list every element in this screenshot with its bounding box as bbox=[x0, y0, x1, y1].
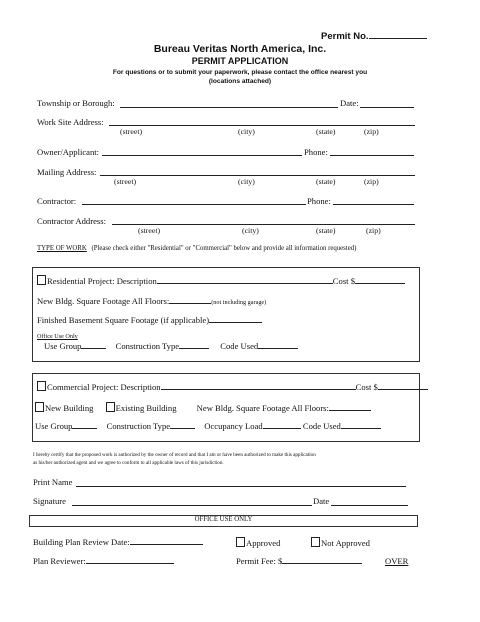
work-site-state: (state) bbox=[316, 127, 336, 136]
residential-cost-field[interactable] bbox=[355, 283, 405, 284]
signature-date-label: Date bbox=[313, 496, 330, 506]
commercial-project-row bbox=[37, 381, 428, 392]
existing-building-checkbox[interactable] bbox=[106, 402, 115, 412]
commercial-checkbox[interactable] bbox=[37, 381, 46, 391]
residential-cost-label: Cost $ bbox=[332, 276, 356, 286]
existing-building-label: Existing Building bbox=[115, 403, 177, 413]
commercial-description-field[interactable] bbox=[161, 389, 356, 390]
mailing-label: Mailing Address: bbox=[37, 167, 97, 177]
mailing-field[interactable] bbox=[100, 175, 415, 176]
office-use-banner-text: OFFICE USE ONLY bbox=[194, 516, 253, 523]
mailing-city: (city) bbox=[238, 177, 255, 186]
commercial-construction-type-label: Construction Type bbox=[106, 421, 171, 431]
date-field[interactable] bbox=[360, 107, 414, 108]
residential-code-used-field[interactable] bbox=[258, 348, 298, 349]
review-date-field[interactable] bbox=[130, 544, 203, 545]
contractor-street: (street) bbox=[138, 226, 161, 235]
commercial-sqft-label: New Bldg. Square Footage All Floors: bbox=[196, 403, 329, 413]
commercial-description-label: Commercial Project: Description bbox=[47, 382, 161, 392]
contractor-zip: (zip) bbox=[366, 226, 381, 235]
work-site-field[interactable] bbox=[109, 125, 415, 126]
work-site-label: Work Site Address: bbox=[37, 117, 104, 127]
new-building-label: New Building bbox=[45, 403, 94, 413]
commercial-cost-label: Cost $ bbox=[355, 382, 378, 392]
work-site-street: (street) bbox=[120, 127, 143, 136]
contractor-phone-field[interactable] bbox=[333, 204, 414, 205]
commercial-building-row bbox=[35, 402, 371, 413]
commercial-use-group-label: Use Group bbox=[35, 421, 73, 431]
not-approved-label: Not Approved bbox=[321, 538, 370, 548]
township-field[interactable] bbox=[120, 107, 338, 108]
contractor-state: (state) bbox=[316, 226, 336, 235]
new-building-checkbox[interactable] bbox=[35, 402, 44, 412]
residential-description-field[interactable] bbox=[157, 283, 333, 284]
contractor-address-label: Contractor Address: bbox=[37, 216, 106, 226]
owner-field[interactable] bbox=[102, 155, 302, 156]
commercial-sqft-field[interactable] bbox=[329, 410, 371, 411]
residential-use-group-field[interactable] bbox=[81, 348, 106, 349]
form-title: PERMIT APPLICATION bbox=[191, 56, 289, 66]
mailing-state: (state) bbox=[316, 177, 336, 186]
review-date-row bbox=[33, 537, 203, 547]
fee-field[interactable] bbox=[282, 563, 362, 564]
type-of-work-heading: TYPE OF WORK bbox=[37, 245, 87, 252]
contact-instructions: For questions or to submit your paperwork, please contact the office nearest you bbox=[112, 69, 368, 76]
commercial-cost-field[interactable] bbox=[378, 389, 428, 390]
reviewer-row bbox=[33, 556, 174, 566]
owner-phone-label: Phone: bbox=[304, 147, 328, 157]
locations-note: (locations attached) bbox=[208, 78, 272, 85]
mailing-street: (street) bbox=[114, 177, 137, 186]
type-of-work-note: (Please check either "Residential" or "Commercial" below and provide all information requested) bbox=[91, 245, 357, 252]
reviewer-label: Plan Reviewer: bbox=[33, 556, 86, 566]
contractor-field[interactable] bbox=[82, 204, 306, 205]
residential-project-row bbox=[37, 275, 405, 286]
residential-use-group-label: Use Group bbox=[44, 341, 82, 351]
reviewer-field[interactable] bbox=[86, 563, 174, 564]
signature-field[interactable] bbox=[72, 505, 312, 506]
residential-office-row bbox=[44, 341, 298, 351]
signature-label: Signature bbox=[33, 496, 66, 506]
basement-field[interactable] bbox=[209, 322, 262, 323]
fee-row bbox=[236, 556, 362, 566]
residential-sqft-row bbox=[37, 296, 266, 306]
owner-phone-field[interactable] bbox=[330, 155, 414, 156]
contractor-label: Contractor: bbox=[37, 196, 77, 206]
residential-description-label: Residential Project: Description bbox=[47, 276, 157, 286]
residential-construction-type-field[interactable] bbox=[179, 348, 209, 349]
approved-option bbox=[236, 537, 280, 548]
office-use-only-label: Office Use Only bbox=[37, 333, 78, 340]
certification-line-2: as his/her authorized agent and we agree to conform to all applicable laws of this jurisdiction. bbox=[33, 460, 224, 466]
certification-line-1: I hereby certify that the proposed work is authorized by the owner of record and that I am or have been authorized to make this application bbox=[33, 452, 316, 458]
residential-sqft-note: (not including garage) bbox=[211, 299, 267, 306]
residential-code-used-label: Code Used bbox=[220, 341, 259, 351]
basement-row bbox=[37, 315, 262, 325]
occupancy-load-field[interactable] bbox=[263, 428, 301, 429]
not-approved-option bbox=[311, 537, 370, 548]
not-approved-checkbox[interactable] bbox=[311, 537, 320, 547]
commercial-code-used-field[interactable] bbox=[341, 428, 381, 429]
residential-construction-type-label: Construction Type bbox=[115, 341, 180, 351]
commercial-office-row bbox=[35, 421, 381, 431]
company-name: Bureau Veritas North America, Inc. bbox=[153, 43, 327, 55]
review-date-label: Building Plan Review Date: bbox=[33, 537, 130, 547]
owner-label: Owner/Applicant: bbox=[37, 147, 100, 157]
basement-label: Finished Basement Square Footage (if applicable) bbox=[37, 315, 210, 325]
contractor-city: (city) bbox=[242, 226, 259, 235]
approved-checkbox[interactable] bbox=[236, 537, 245, 547]
print-name-field[interactable] bbox=[76, 486, 406, 487]
township-label: Township or Borough: bbox=[37, 98, 115, 108]
occupancy-load-label: Occupancy Load bbox=[204, 421, 263, 431]
contractor-phone-label: Phone: bbox=[307, 196, 331, 206]
residential-sqft-field[interactable] bbox=[169, 303, 211, 304]
commercial-construction-type-field[interactable] bbox=[170, 428, 195, 429]
print-name-label: Print Name bbox=[33, 477, 73, 487]
over-link[interactable]: OVER bbox=[385, 556, 409, 566]
fee-label: Permit Fee: $ bbox=[236, 556, 283, 566]
permit-number-label: Permit No. bbox=[321, 31, 427, 42]
residential-checkbox[interactable] bbox=[37, 275, 46, 285]
work-site-city: (city) bbox=[238, 127, 255, 136]
commercial-code-used-label: Code Used bbox=[302, 421, 341, 431]
date-label: Date: bbox=[340, 98, 359, 108]
type-of-work bbox=[37, 245, 356, 252]
signature-date-field[interactable] bbox=[331, 505, 408, 506]
contractor-address-field[interactable] bbox=[112, 224, 415, 225]
commercial-use-group-field[interactable] bbox=[72, 428, 97, 429]
work-site-zip: (zip) bbox=[364, 127, 379, 136]
residential-sqft-label: New Bldg. Square Footage All Floors: bbox=[37, 296, 170, 306]
approved-label: Approved bbox=[246, 538, 281, 548]
mailing-zip: (zip) bbox=[364, 177, 379, 186]
